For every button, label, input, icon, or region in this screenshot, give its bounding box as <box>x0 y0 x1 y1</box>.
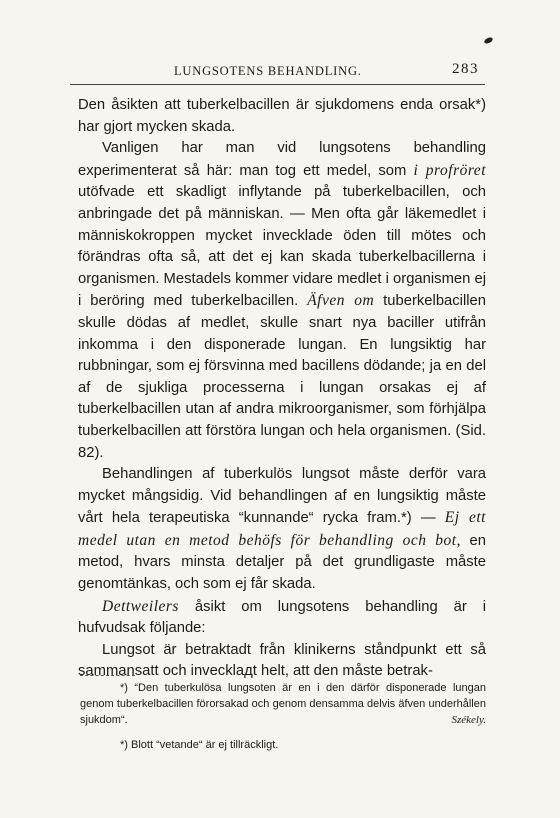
paragraph-4 <box>78 596 486 640</box>
paragraph-3 <box>78 464 486 596</box>
footnote-1 <box>80 680 486 728</box>
header-title: LUNGSOTENS BEHANDLING. <box>174 64 362 78</box>
p3-emphasis-metod: Ej ett medel utan en metod behöfs för behandling och bot, <box>78 509 486 549</box>
footnote-2 <box>80 737 486 753</box>
footnote-2-text: *) Blott “vetande“ är ej tillräckligt. <box>120 739 279 751</box>
p4-text-b: åsikt om lungsotens behandling är i hufvudsak följande: <box>78 598 486 637</box>
body-text <box>78 95 486 683</box>
paragraph-5: Lungsot är betraktadt från klinikerns ståndpunkt ett så sammansatt och invecklадt helt, att den måste betrak- <box>78 641 486 680</box>
paragraph-2 <box>78 138 486 464</box>
p2-emphasis-profroret: i profröret <box>413 161 486 179</box>
p2-emphasis-afven-om: Äfven om <box>307 292 375 310</box>
page-number: 283 <box>452 61 479 77</box>
p4-emphasis-dettweilers: Dettweilers <box>102 597 179 615</box>
p3-text-c: en metod, hvars minsta detaljer på det grundligaste måste genomtänkas, och som ej får skada. <box>78 532 486 593</box>
p2-text-c: utöfvade ett skadligt inflytande på tuberkelbacillen, och anbringade det på människan. — Men ofta går läkemedlet i människokroppen mycket invecklade öden till mötes och förändras ofta så, att det ej kan skada tuberkelbacillerna i organismen. Mestadels kommer vidare medlet i organismen ej i beröring med tuberkelbacillen. <box>78 184 486 310</box>
p2-text-e: tuberkelbacillen skulle dödas af medlet, skulle snart nya baciller utifrån inkomma i den disponerade lungan. En lungsiktig har rubbningar, som ej försvinna med bacillens dödande; ja en del af de sjukliga processerna i lungan orsakas ej af tuberkelbacillen utan af andra mikroorganismer, som förhjälpa tuberkelbacillen att förstöra lungan och hela organismen. (Sid. 82). <box>78 293 487 461</box>
footnote-rule <box>80 675 135 676</box>
p2-text-a: Vanligen har man vid lungsotens behandling experimenterat så här: man tog ett medel, som <box>78 140 486 179</box>
footnote-1-text: *) “Den tuberkulösa lungsoten är en i den därför disponerade lungan genom tuberkelbacillen förorsakad och genom densamma delvis äfven underhållen sjukdom“. <box>80 682 486 726</box>
ink-blot <box>483 36 493 44</box>
paragraph-1: Den åsikten att tuberkelbacillen är sjukdomens enda orsak*) har gjort mycken skada. <box>78 97 486 135</box>
p3-text-a: Behandlingen af tuberkulös lungsot måste derför vara mycket mångsidig. Vid behandlingen af en lungsiktig måste vårt hela terapeutiska “kunnande“ rycka fram.*) — <box>78 466 486 527</box>
footnote-1-signature: Székely. <box>451 714 486 726</box>
running-header <box>70 62 485 85</box>
